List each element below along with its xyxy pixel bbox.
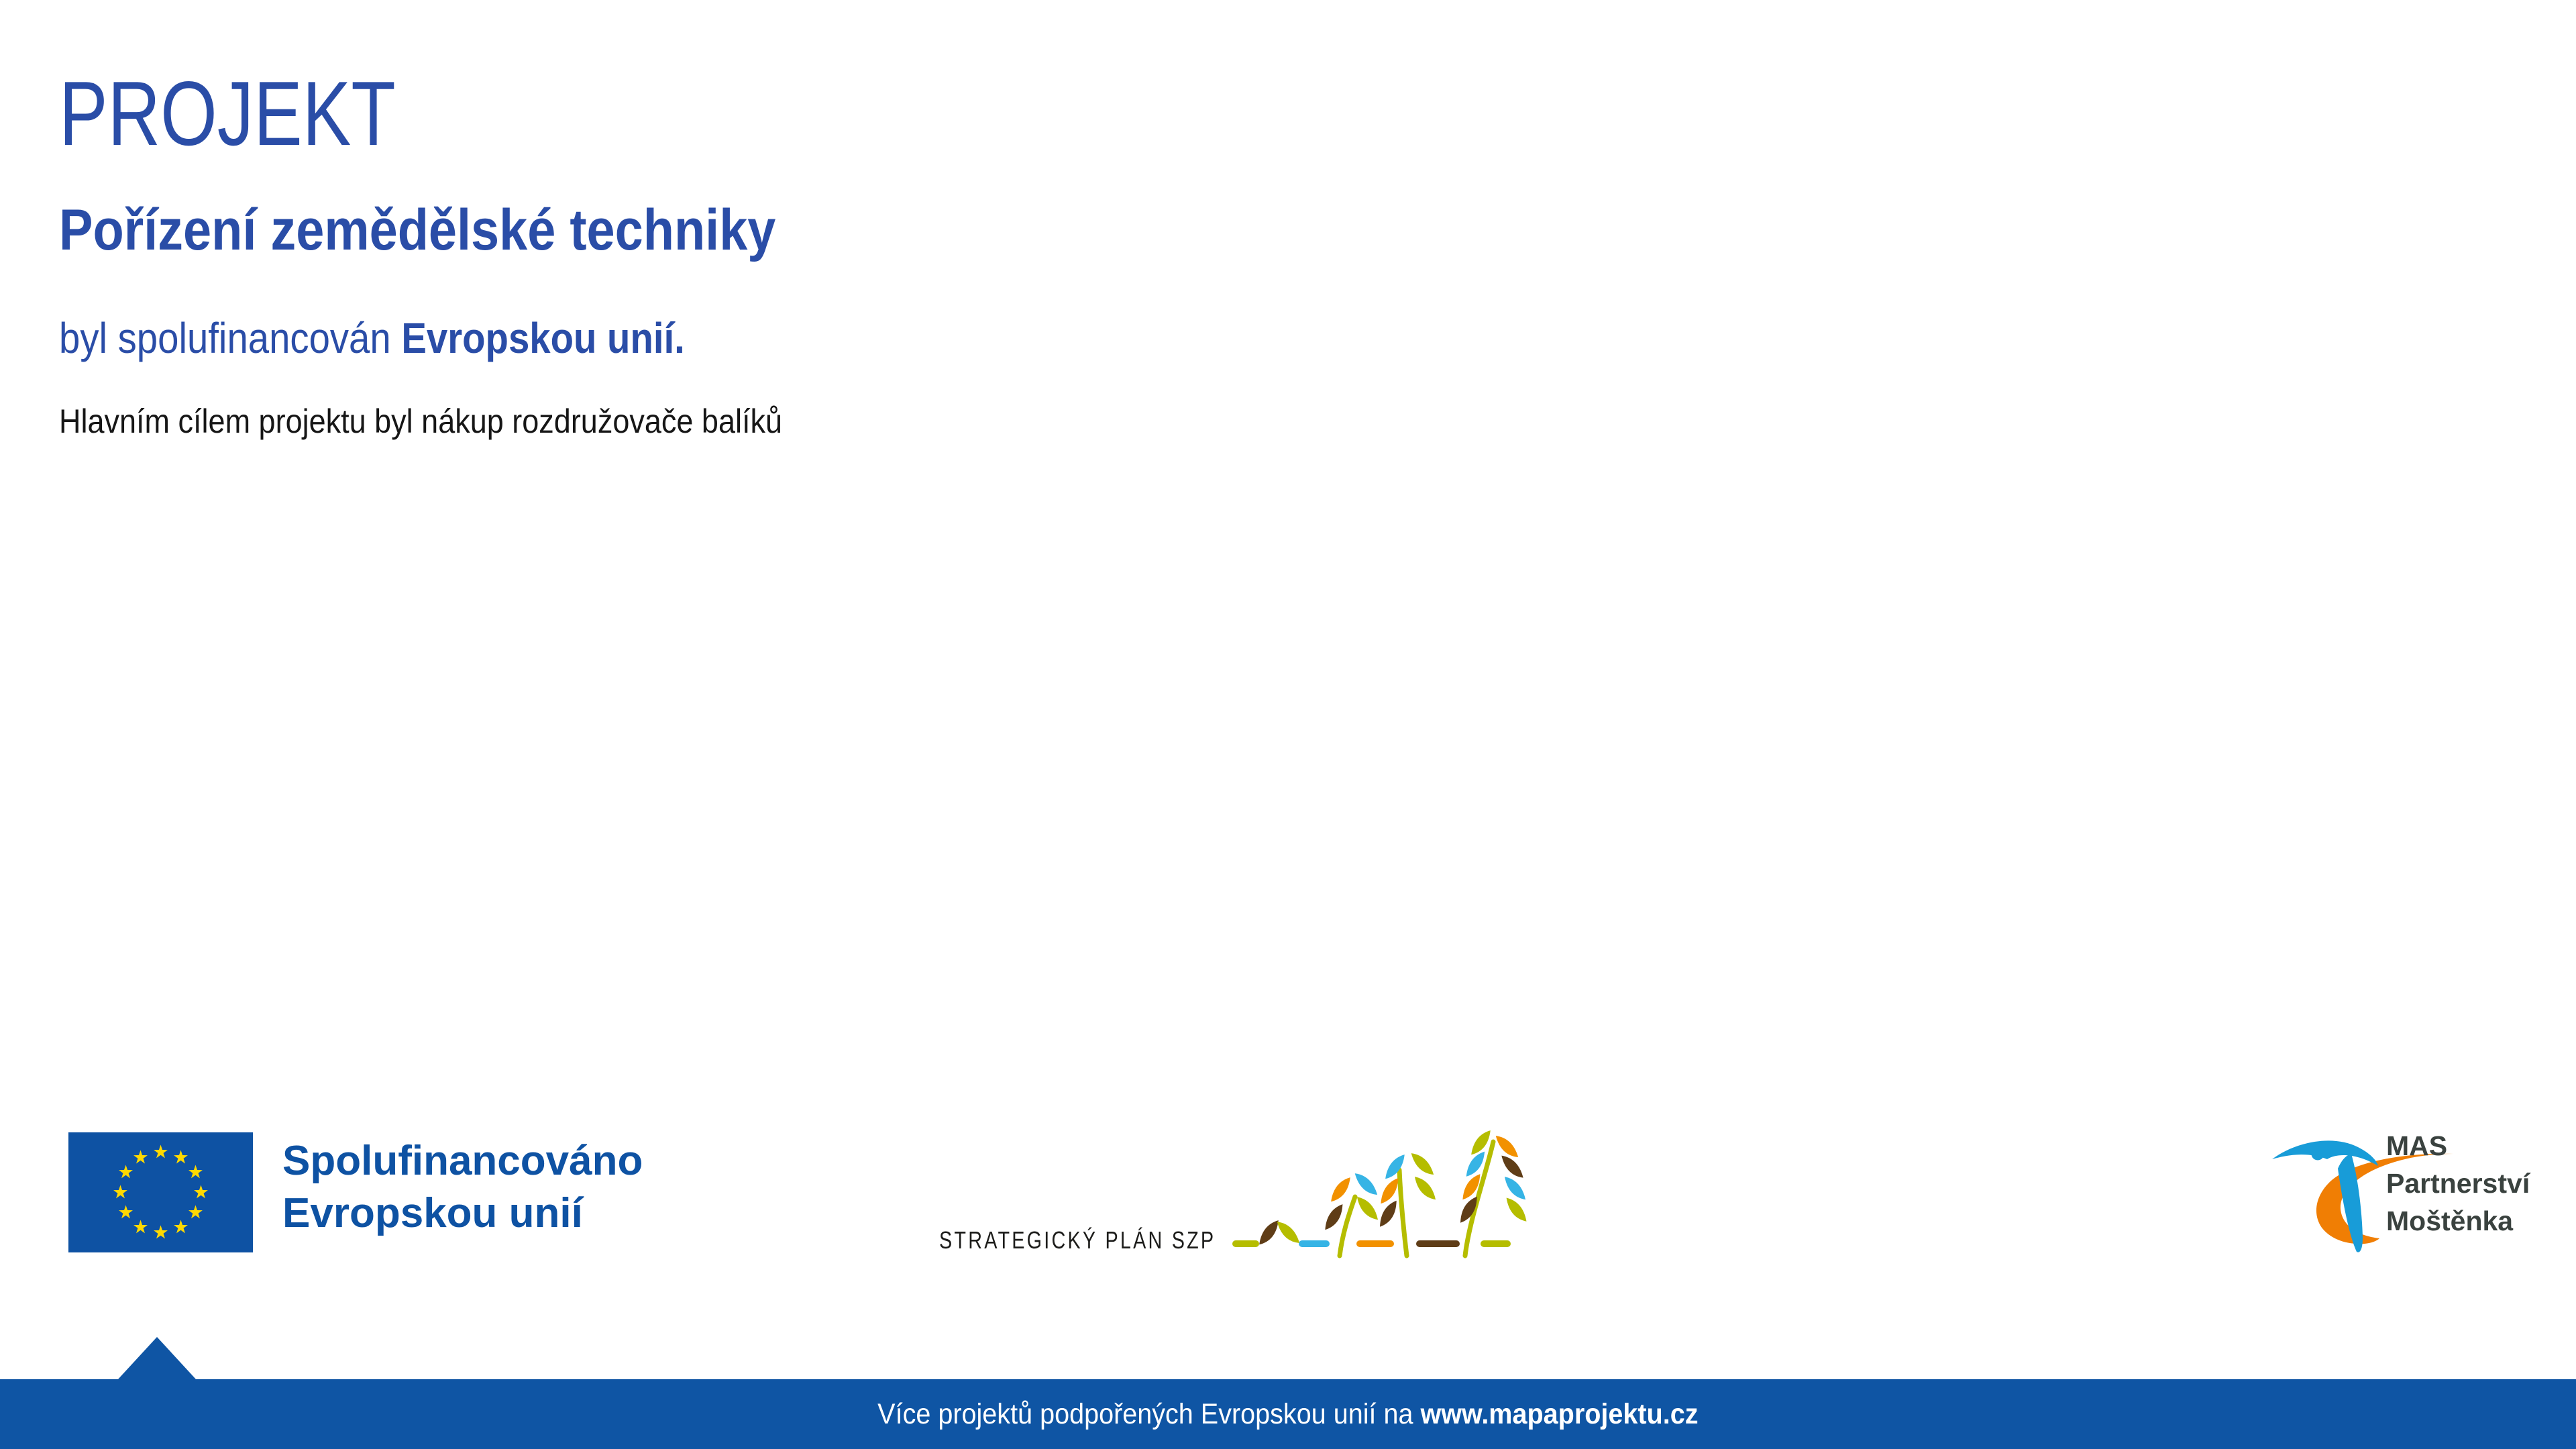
mas-wordmark-line3: Moštěnka: [2386, 1205, 2514, 1236]
mas-wordmark-line1: MAS: [2386, 1130, 2448, 1161]
szp-label: STRATEGICKÝ PLÁN SZP: [939, 1226, 1216, 1254]
eu-cofunded-wordmark: [282, 1135, 643, 1240]
szp-plants-icon: [1228, 1127, 1543, 1261]
eu-wordmark-line2: Evropskou unií: [282, 1190, 583, 1236]
eu-flag-icon: [68, 1132, 253, 1252]
bird-eye: [2312, 1148, 2324, 1161]
cofinancing-line: [59, 313, 685, 364]
cofinancing-bold-text: Evropskou unií.: [401, 314, 685, 362]
bottom-bar-regular-text: Více projektů podpořených Evropskou unií na: [877, 1397, 1421, 1430]
project-description: Hlavním cílem projektu byl nákup rozdružovače balíků: [59, 402, 783, 440]
up-triangle-pointer: [118, 1337, 196, 1379]
bottom-bar-text: [877, 1398, 1698, 1431]
eu-wordmark-line1: Spolufinancováno: [282, 1138, 643, 1184]
page-title: PROJEKT: [59, 62, 396, 164]
bottom-bar: [0, 1379, 2576, 1449]
bottom-bar-url: www.mapaprojektu.cz: [1420, 1397, 1699, 1430]
mas-wordmark: [2386, 1127, 2530, 1240]
project-title: Pořízení zemědělské techniky: [59, 198, 776, 262]
mas-wordmark-line2: Partnerství: [2386, 1168, 2530, 1199]
cofinancing-regular-text: byl spolufinancován: [59, 314, 402, 362]
